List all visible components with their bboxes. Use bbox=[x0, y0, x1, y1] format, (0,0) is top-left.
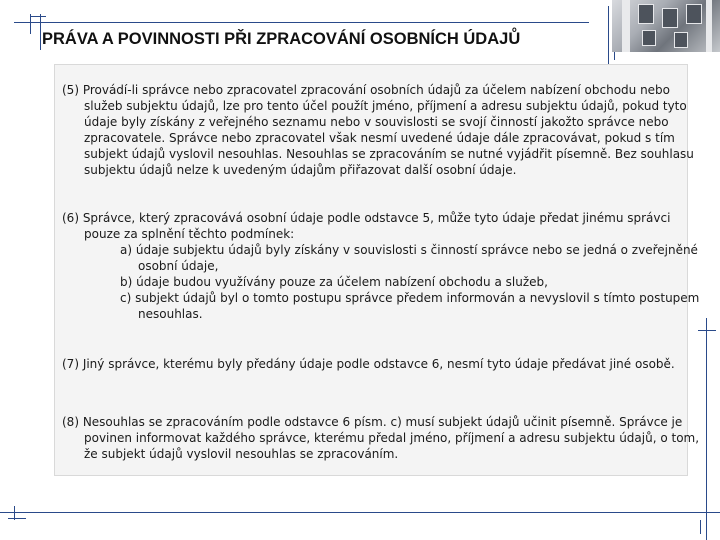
paragraph-6-item-a: a) údaje subjektu údajů byly získány v souvislosti s činností správce nebo se jedná o zveřejněné osobní údaje, bbox=[120, 243, 698, 273]
photo-window bbox=[686, 4, 702, 24]
photo-pillar bbox=[706, 0, 712, 52]
paragraph-8: (8) Nesouhlas se zpracováním podle odstavce 6 písm. c) musí subjekt údajů učinit písemně. Správce je povinen informovat každého správce, kterému předal jméno, příjmení a adresu subjektu údajů, o tom, že subjekt údajů vyslovil nesouhlas se zpracováním. bbox=[62, 415, 700, 461]
photo-window bbox=[638, 4, 654, 24]
paragraph-5: (5) Provádí-li správce nebo zpracovatel zpracování osobních údajů za účelem nabízení obchodu nebo služeb subjektu údajů, lze pro tento účel použít jméno, příjmení a adresu subjektu údajů, pokud tyto údaje byly získány z veřejného seznamu nebo v souvislosti se svojí činností jakožto správce nebo zpracovatele. Správce nebo zpracovatel však nesmí uvedené údaje dále zpracovávat, pokud s tím subjekt údajů vyslovil nesouhlas. Nesouhlas se zpracováním se nutné vyjádřit písemně. Bez souhlasu subjektu údajů nelze k uvedeným údajům přiřazovat další osobní údaje. bbox=[62, 83, 694, 177]
photo-pillar bbox=[622, 0, 630, 52]
frame-line-right-edge bbox=[706, 318, 707, 540]
frame-line-top bbox=[14, 22, 589, 23]
frame-line-bottom-left-tick-2 bbox=[8, 518, 26, 519]
paragraph-6-item-b: b) údaje budou využívány pouze za účelem nabízení obchodu a služeb, bbox=[120, 275, 548, 289]
frame-line-bottom-right-tick bbox=[700, 520, 701, 534]
frame-line-top-tick bbox=[30, 16, 46, 17]
page-title: PRÁVA A POVINNOSTI PŘI ZPRACOVÁNÍ OSOBNÍCH ÚDAJŮ bbox=[42, 30, 521, 48]
frame-line-left-long bbox=[40, 14, 41, 50]
photo-window bbox=[662, 8, 678, 28]
frame-line-left bbox=[30, 14, 31, 34]
paragraph-7: (7) Jiný správce, kterému byly předány údaje podle odstavce 6, nesmí tyto údaje předávat jiné osobě. bbox=[62, 357, 675, 371]
paragraph-6-item-c: c) subjekt údajů byl o tomto postupu správce předem informován a nevyslovil s tímto postupem nesouhlas. bbox=[120, 291, 700, 321]
building-photo bbox=[612, 0, 720, 52]
frame-line-bottom bbox=[0, 512, 720, 513]
paragraph-6-intro: (6) Správce, který zpracovává osobní údaje podle odstavce 5, může tyto údaje předat jinému správci pouze za splnění těchto podmínek: bbox=[62, 211, 671, 241]
photo-window bbox=[642, 30, 656, 46]
frame-line-right-tick bbox=[698, 330, 716, 331]
paragraph-6 bbox=[62, 210, 702, 322]
photo-window bbox=[674, 32, 688, 48]
frame-line-right-vertical bbox=[608, 6, 609, 66]
